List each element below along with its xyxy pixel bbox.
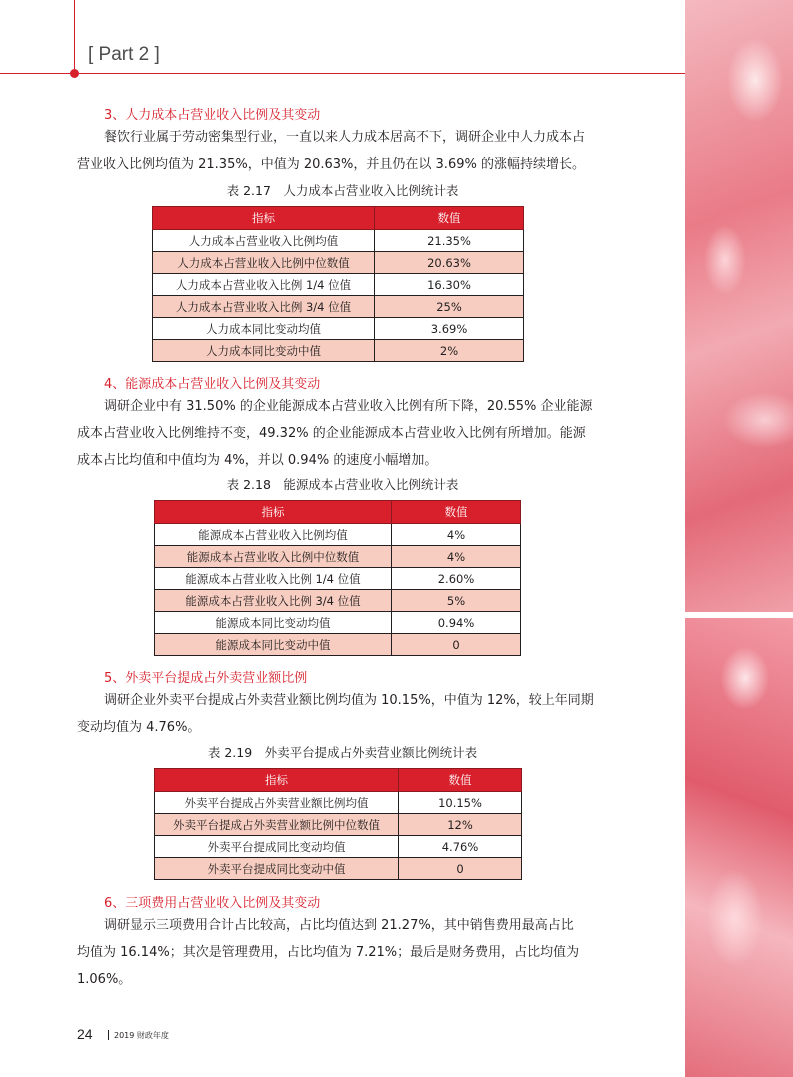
footer-divider [108, 1030, 109, 1040]
side-photo-bottom [685, 618, 793, 1077]
table-2-18-caption: 表 2.18 能源成本占营业收入比例统计表 [226, 477, 459, 492]
table-2-18 [154, 500, 521, 656]
section-3-paragraph: 餐饮行业属于劳动密集型行业，一直以来人力成本居高不下，调研企业中人力成本占 营业收入比例均值为 21.35%，中值为 20.63%，并且仍在以 3.69% 的涨幅持续增长。 [77, 130, 586, 172]
table-row: 能源成本占营业收入比例 1/4 位值 2.60% [155, 568, 521, 590]
header-horizontal-rule [0, 73, 685, 74]
table-row: 人力成本占营业收入比例均值 21.35% [153, 230, 524, 252]
table-row: 外卖平台提成同比变动均值 4.76% [155, 836, 522, 858]
side-photo-top [685, 0, 793, 612]
table-row: 人力成本同比变动中值 2% [153, 340, 524, 362]
table-row: 外卖平台提成占外卖营业额比例中位数值 12% [155, 814, 522, 836]
section-6-heading: 6、三项费用占营业收入比例及其变动 [104, 896, 321, 911]
table-row: 外卖平台提成占外卖营业额比例均值 10.15% [155, 792, 522, 814]
table-row: 能源成本占营业收入比例 3/4 位值 5% [155, 590, 521, 612]
table-2-19 [154, 768, 522, 880]
column-header-indicator: 指标 [155, 769, 399, 792]
part-label: [ Part 2 ] [88, 44, 160, 65]
column-header-indicator: 指标 [153, 207, 375, 230]
header-dot [70, 69, 79, 78]
side-photo-strip [685, 0, 793, 1077]
table-row: 能源成本同比变动中值 0 [155, 634, 521, 656]
table-row: 人力成本同比变动均值 3.69% [153, 318, 524, 340]
table-2-17 [152, 206, 524, 362]
footer-text: 2019 财政年度 [114, 1031, 169, 1040]
section-4-heading: 4、能源成本占营业收入比例及其变动 [104, 377, 321, 392]
table-row: 能源成本同比变动均值 0.94% [155, 612, 521, 634]
table-row: 能源成本占营业收入比例均值 4% [155, 524, 521, 546]
section-6-paragraph: 调研显示三项费用合计占比较高，占比均值达到 21.27%，其中销售费用最高占比 均值为 16.14%；其次是管理费用，占比均值为 7.21%；最后是财务费用，占比均值为 1.06%。 [77, 918, 580, 987]
header-vertical-rule [74, 0, 75, 73]
column-header-indicator: 指标 [155, 501, 392, 524]
page-number: 24 [77, 1026, 93, 1042]
table-row: 人力成本占营业收入比例 1/4 位值 16.30% [153, 274, 524, 296]
table-2-17-caption: 表 2.17 人力成本占营业收入比例统计表 [226, 183, 459, 198]
column-header-value: 数值 [392, 501, 521, 524]
table-row: 外卖平台提成同比变动中值 0 [155, 858, 522, 880]
section-3-heading: 3、人力成本占营业收入比例及其变动 [104, 108, 321, 123]
column-header-value: 数值 [375, 207, 524, 230]
section-4-paragraph: 调研企业中有 31.50% 的企业能源成本占营业收入比例有所下降，20.55% 企业能源 成本占营业收入比例维持不变，49.32% 的企业能源成本占营业收入比例有所增加。能源 成本占比均值和中值均为 4%，并以 0.94% 的速度小幅增加。 [77, 399, 593, 468]
column-header-value: 数值 [399, 769, 522, 792]
section-5-paragraph: 调研企业外卖平台提成占外卖营业额比例均值为 10.15%，中值为 12%，较上年同期 变动均值为 4.76%。 [77, 693, 594, 735]
table-row: 人力成本占营业收入比例中位数值 20.63% [153, 252, 524, 274]
section-5-heading: 5、外卖平台提成占外卖营业额比例 [104, 671, 308, 686]
table-2-19-caption: 表 2.19 外卖平台提成占外卖营业额比例统计表 [207, 745, 478, 760]
table-row: 人力成本占营业收入比例 3/4 位值 25% [153, 296, 524, 318]
table-row: 能源成本占营业收入比例中位数值 4% [155, 546, 521, 568]
